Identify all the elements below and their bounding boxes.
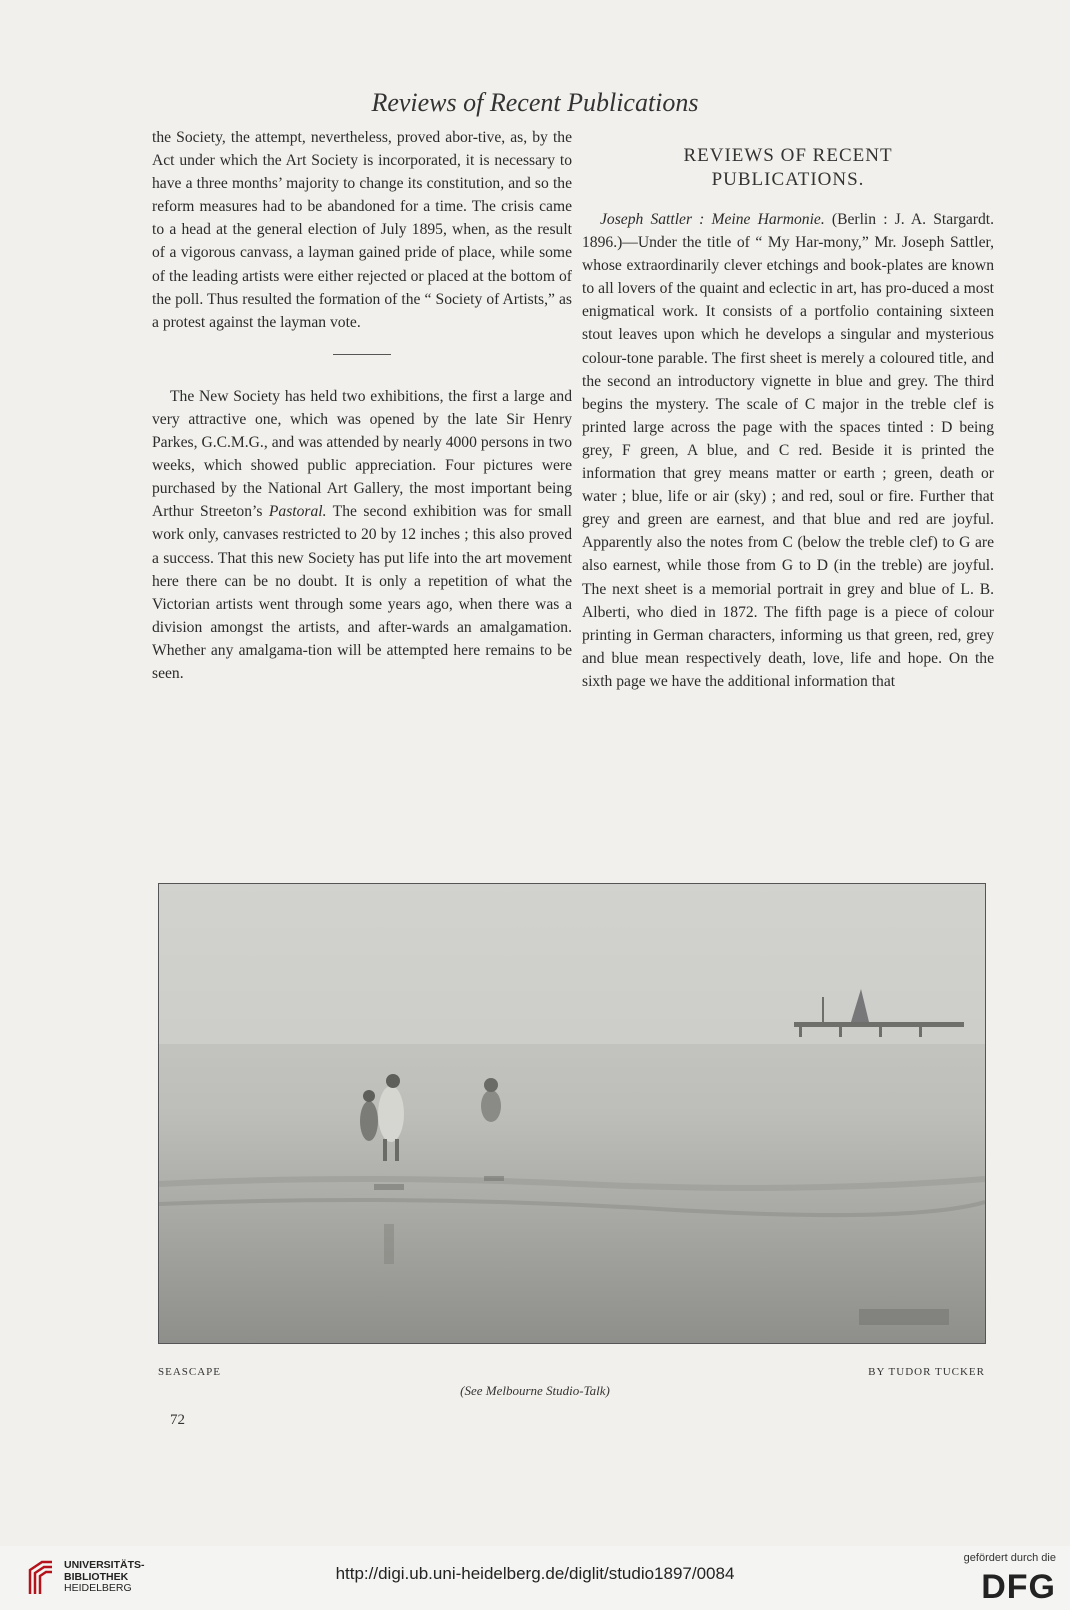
review-paragraph: Joseph Sattler : Meine Harmonie. (Berlin : J. A. Stargardt. 1896.)—Under the title of “ My Har-mony,” Mr. Joseph Sattler, whose extraordinarily clever etchings and book-plates are known to all lovers of the quaint and eclectic in art, has pro-duced a most enigmatical work. It consists of a portfolio containing sixteen stout leaves upon which he develops a singular and mysterious colour-tone parable. The first sheet is merely a coloured title, and the second an introductory vignette in blue and grey. The third begins the mystery. The scale of C major in the treble clef is printed large across the page with the spaces tinted : D being grey, F green, A blue, and C red. Beside it is printed the information that grey means matter or earth ; green, death or water ; blue, life or air (sky) ; and red, soul or fire. Further that grey and green are earnest, and that blue and red are joyful. Apparently also the notes from C (below the treble clef) to G are also earnest, while those from G to D (in the treble) are joyful. The next sheet is a memorial portrait in grey and blue of L. B. Alberti, who died in 1872. The fifth page is a piece of colour printing in German characters, informing us that green, red, grey and blue mean respectively death, love, life and hope. On the sixth page we have the additional information that [582, 211, 995, 690]
seascape-illustration [159, 884, 985, 1343]
seascape-plate [158, 883, 986, 1344]
running-head: Reviews of Recent Publications [371, 88, 699, 117]
plate-artist: BY TUDOR TUCKER [868, 1366, 985, 1378]
dfg-logo: DFG [981, 1568, 1056, 1606]
right-column [582, 126, 994, 693]
digitization-footer [0, 1546, 1070, 1610]
left-paragraph-1: the Society, the attempt, nevertheless, proved abor-tive, as, by the Act under which the Art Society is incorporated, it is necessary to have a three months’ majority to change its constitution, and so the reform measures had to be abandoned for a time. The crisis came to a head at the general election of July 1895, when, as the result of a vigorous canvass, a layman gained pride of place, while some of the leading artists were either rejected or placed at the bottom of the poll. Thus resulted the formation of the “ Society of Artists,” as a protest against the layman vote. [152, 129, 572, 331]
funding-note: gefördert durch die [963, 1552, 1056, 1564]
section-title: REVIEWS OF RECENT PUBLICATIONS. [683, 145, 893, 190]
plate-note: (See Melbourne Studio-Talk) [460, 1383, 610, 1398]
artwork-title: Pastoral. [268, 503, 327, 521]
section-divider [333, 354, 391, 355]
permalink-url[interactable]: http://digi.ub.uni-heidelberg.de/diglit/studio1897/0084 [335, 1564, 735, 1583]
plate-title: SEASCAPE [158, 1366, 222, 1378]
left-column [152, 126, 572, 685]
left-paragraph-2: The New Society has held two exhibitions, the first a large and very attractive one, which was opened by the late Sir Henry Parkes, G.C.M.G., and was attended by nearly 4000 persons in two weeks, which showed public appreciation. Four pictures were purchased by the National Art Gallery, the most important being Arthur Streeton’s Pastoral. The second exhibition was for small work only, canvases restricted to 20 by 12 inches ; this also proved a success. That this new Society has put life into the art movement here there can be no doubt. It is only a repetition of what the Victorian artists went through some years ago, when there was a division amongst the artists, and after-wards an amalgamation. Whether any amalgama-tion will be attempted here remains to be seen. [152, 387, 572, 682]
page-number: 72 [170, 1412, 185, 1428]
review-book-title: Joseph Sattler : Meine Harmonie. [600, 211, 825, 228]
library-name: UNIVERSITÄTS- BIBLIOTHEK HEIDELBERG [64, 1559, 145, 1594]
